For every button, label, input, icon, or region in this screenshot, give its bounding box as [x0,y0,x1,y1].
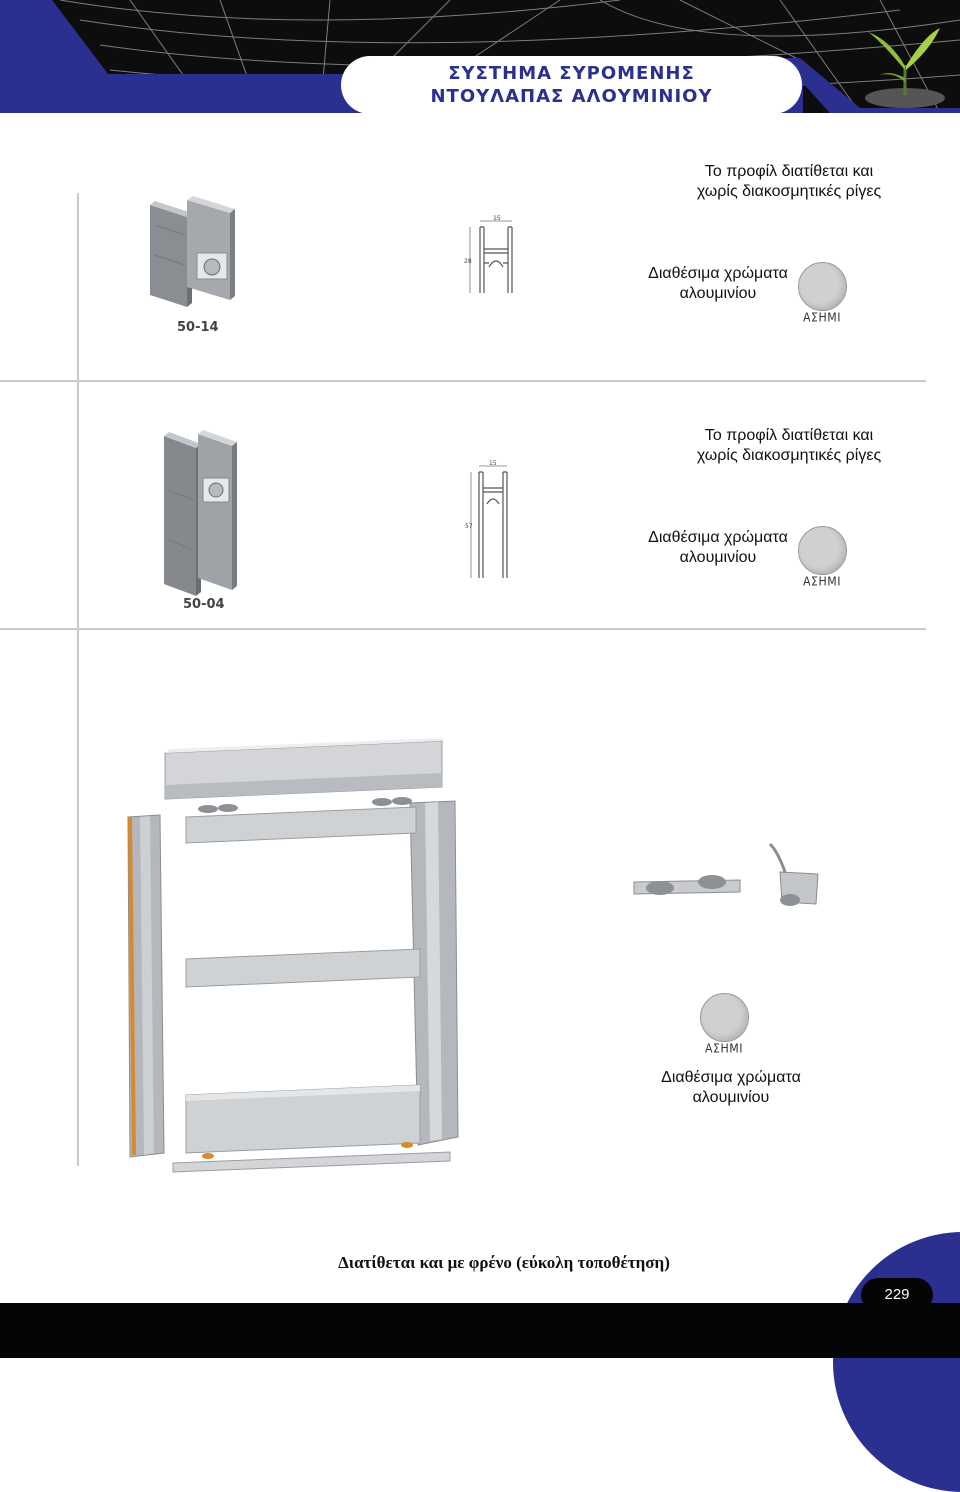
dim-width: 15 [493,215,501,222]
note-line: χωρίς διακοσμητικές ρίγες [696,183,882,200]
title-banner [343,58,800,112]
swatch-label: ΑΣΗΜΙ [803,310,841,325]
profile-50-14-image [145,195,240,310]
colors-label [653,1068,809,1108]
note-line: Το προφίλ διατίθεται και [704,427,874,444]
caption-brake: Διατίθεται και με φρένο (εύκολη τοποθέτηση) [338,1253,670,1272]
silver-swatch [798,262,847,311]
vertical-divider [77,193,79,1166]
footer-bar [0,1303,960,1358]
profile-50-04-drawing [465,460,525,585]
colors-label-line: Διαθέσιμα χρώματα [661,1069,801,1086]
colors-label-line: Διαθέσιμα χρώματα [648,529,788,546]
dim-height: 57 [465,523,473,530]
profile-50-14-drawing [462,215,522,300]
section-divider-1 [0,380,926,382]
note-line: χωρίς διακοσμητικές ρίγες [696,447,882,464]
page-title-line1: ΣΥΣΤΗΜΑ ΣΥΡΟΜΕΝΗΣ [448,63,695,84]
profile-code: 50-04 [183,597,225,612]
dim-height: 28 [464,258,472,265]
profile-code: 50-14 [177,320,219,335]
profile-50-04-image [160,430,240,600]
colors-label [640,264,796,304]
silver-swatch [700,993,749,1042]
colors-label-line: αλουμινίου [679,285,757,302]
roller-hardware-image [630,842,830,912]
colors-label-line: αλουμινίου [692,1089,770,1106]
note-line: Το προφίλ διατίθεται και [704,163,874,180]
page-title-line2: ΝΤΟΥΛΑΠΑΣ ΑΛΟΥΜΙΝΙΟΥ [430,86,713,107]
swatch-label: ΑΣΗΜΙ [705,1041,743,1056]
swatch-label: ΑΣΗΜΙ [803,574,841,589]
colors-label-line: Διαθέσιμα χρώματα [648,265,788,282]
colors-label [640,528,796,568]
section-divider-2 [0,628,926,630]
dim-width: 15 [489,460,497,467]
silver-swatch [798,526,847,575]
profile-note [686,426,892,466]
page-number: 229 [861,1278,933,1312]
page-header [0,0,960,113]
door-frame-exploded-image [120,735,465,1180]
profile-note [686,162,892,202]
colors-label-line: αλουμινίου [679,549,757,566]
